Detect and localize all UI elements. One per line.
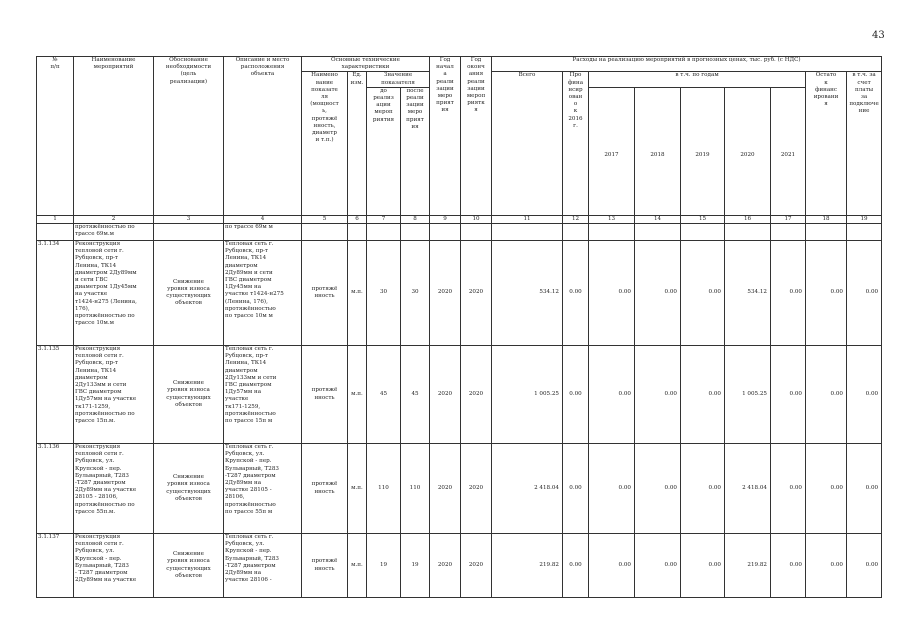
- row-before: 30: [367, 241, 401, 346]
- row-2018: 0.00: [635, 346, 681, 444]
- row-incl: 0.00: [847, 534, 882, 598]
- header-year-blank: [635, 87, 681, 97]
- row-2018: 0.00: [635, 444, 681, 534]
- header-financed: Про фина нсир ован о к 2016 г.: [563, 72, 589, 215]
- header-after: после реали зации меро прият ия: [401, 87, 430, 215]
- row-year-start: 2020: [430, 444, 461, 534]
- row-reason: Снижение уровня износа существующих объектов: [154, 444, 224, 534]
- header-unit: Ед. изм.: [348, 72, 367, 215]
- row-reason: Снижение уровня износа существующих объектов: [154, 241, 224, 346]
- continuation-name: протяжённостью по трассе 69м.м: [74, 224, 154, 241]
- row-before: 110: [367, 444, 401, 534]
- header-costs: Расходы на реализацию мероприятий в прогнозных ценах, тыс. руб. (с НДС): [492, 57, 882, 72]
- row-unit: м.п.: [348, 444, 367, 534]
- header-year-blank: [681, 87, 725, 97]
- col-num: 4: [224, 215, 302, 223]
- row-remainder: 0.00: [806, 534, 847, 598]
- col-num: 2: [74, 215, 154, 223]
- row-2019: 0.00: [681, 444, 725, 534]
- row-2020: 534.12: [725, 241, 771, 346]
- row-2020: 2 418.04: [725, 444, 771, 534]
- row-year-end: 2020: [461, 534, 492, 598]
- header-remainder: Остато к финанс ировани я: [806, 72, 847, 215]
- row-tech-name: протяжё нность: [302, 346, 348, 444]
- col-num: 12: [563, 215, 589, 223]
- row-2019: 0.00: [681, 534, 725, 598]
- row-remainder: 0.00: [806, 241, 847, 346]
- row-2021: 0.00: [771, 241, 806, 346]
- col-num: 17: [771, 215, 806, 223]
- row-num: 3.1.136: [37, 444, 74, 534]
- table-row: [37, 224, 882, 241]
- row-year-end: 2020: [461, 444, 492, 534]
- header-by-years: в т.ч. по годам: [589, 72, 806, 87]
- table-row: [37, 241, 882, 346]
- row-2017: 0.00: [589, 346, 635, 444]
- row-name: Реконструкция тепловой сети г. Рубцовск, пр-т Ленина, ТК14 диаметром 2Ду133мм и сети ГВС диаметром 1Ду57мм на участке тк171-1259, протяжённостью по трассе 15п.м.: [74, 346, 154, 444]
- row-2021: 0.00: [771, 444, 806, 534]
- row-description: Тепловая сеть г. Рубцовск, ул. Крупской - пер. Бульварный, Т283 -Т287 диаметром 2Ду89мм на участке 28105 - 28106, протяжённостью по трассе 55п м: [224, 444, 302, 534]
- row-2020: 219.82: [725, 534, 771, 598]
- table-row: [37, 534, 882, 598]
- header-year-2021: 2021: [771, 97, 806, 215]
- row-total: 2 418.04: [492, 444, 563, 534]
- row-2021: 0.00: [771, 534, 806, 598]
- header-year-2017: 2017: [589, 97, 635, 215]
- row-incl: 0.00: [847, 444, 882, 534]
- row-2019: 0.00: [681, 346, 725, 444]
- col-num: 19: [847, 215, 882, 223]
- col-num: 9: [430, 215, 461, 223]
- row-2017: 0.00: [589, 444, 635, 534]
- header-year-2019: 2019: [681, 97, 725, 215]
- header-name: Наименование мероприятий: [74, 57, 154, 216]
- row-incl: 0.00: [847, 346, 882, 444]
- row-year-end: 2020: [461, 241, 492, 346]
- row-num: 3.1.134: [37, 241, 74, 346]
- header-reason: Обоснование необходимости (цель реализации): [154, 57, 224, 216]
- header-year-blank: [725, 87, 771, 97]
- row-total: 534.12: [492, 241, 563, 346]
- row-num: 3.1.137: [37, 534, 74, 598]
- row-after: 45: [401, 346, 430, 444]
- header-year-2018: 2018: [635, 97, 681, 215]
- col-num: 10: [461, 215, 492, 223]
- header-year-blank: [589, 87, 635, 97]
- row-reason: Снижение уровня износа существующих объектов: [154, 534, 224, 598]
- header-before: до реализ ации мероп риятия: [367, 87, 401, 215]
- header-total: Всего: [492, 72, 563, 215]
- row-before: 45: [367, 346, 401, 444]
- col-num: 7: [367, 215, 401, 223]
- row-name: Реконструкция тепловой сети г. Рубцовск, ул. Крупской - пер. Бульварный, Т283 -Т287 диаметром 2Ду89мм на участке 28105 - 28106, протяжённостью по трассе 55п.м.: [74, 444, 154, 534]
- row-name: Реконструкция тепловой сети г. Рубцовск, ул. Крупской - пер. Бульварный, Т283 - Т287 диаметром 2Ду89мм на участке: [74, 534, 154, 598]
- row-description: Тепловая сеть г. Рубцовск, пр-т Ленина, ТК14 диаметром 2Ду133мм и сети ГВС диаметром 1Ду57мм на участке тк171-1259, протяжённостью по трассе 15п м: [224, 346, 302, 444]
- row-tech-name: протяжё нность: [302, 534, 348, 598]
- col-num: 13: [589, 215, 635, 223]
- col-num: 5: [302, 215, 348, 223]
- col-num: 18: [806, 215, 847, 223]
- row-year-start: 2020: [430, 534, 461, 598]
- row-2017: 0.00: [589, 241, 635, 346]
- row-financed: 0.00: [563, 346, 589, 444]
- header-year-end: Год оконч ания реали зации мероп риятк я: [461, 57, 492, 216]
- header-tech-name: Наимено вание показате ля (мощност ь, протяжё нность, диаметр и т.п.): [302, 72, 348, 215]
- continuation-description: по трассе 69м м: [224, 224, 302, 241]
- header-value: Значение показателя: [367, 72, 430, 87]
- column-number-row: [37, 215, 882, 223]
- row-reason: Снижение уровня износа существующих объектов: [154, 346, 224, 444]
- row-before: 19: [367, 534, 401, 598]
- col-num: 16: [725, 215, 771, 223]
- row-tech-name: протяжё нность: [302, 241, 348, 346]
- header-num: № п/п: [37, 57, 74, 216]
- row-tech-name: протяжё нность: [302, 444, 348, 534]
- row-year-start: 2020: [430, 346, 461, 444]
- row-incl: 0.00: [847, 241, 882, 346]
- col-num: 8: [401, 215, 430, 223]
- header-tech-characteristics: Основные технические характеристики: [302, 57, 430, 72]
- col-num: 6: [348, 215, 367, 223]
- col-num: 14: [635, 215, 681, 223]
- row-unit: м.п.: [348, 534, 367, 598]
- row-financed: 0.00: [563, 241, 589, 346]
- table-row: [37, 444, 882, 534]
- row-after: 110: [401, 444, 430, 534]
- row-description: Тепловая сеть г. Рубцовск, ул. Крупской - пер. Бульварный, Т283 -Т287 диаметром 2Ду89мм на участке 28106 -: [224, 534, 302, 598]
- header-year-blank: [771, 87, 806, 97]
- row-remainder: 0.00: [806, 444, 847, 534]
- page-number: 43: [872, 30, 885, 41]
- col-num: 1: [37, 215, 74, 223]
- row-description: Тепловая сеть г. Рубцовск, пр-т Ленина, ТК14 диаметром 2Ду89мм и сети ГВС диаметром 1Ду45мм на участке т1424-н275 (Ленина, 176), протяжённостью по трассе 10м м: [224, 241, 302, 346]
- row-financed: 0.00: [563, 444, 589, 534]
- row-2021: 0.00: [771, 346, 806, 444]
- row-total: 1 005.25: [492, 346, 563, 444]
- row-unit: м.п.: [348, 346, 367, 444]
- row-2018: 0.00: [635, 534, 681, 598]
- header-year-2020: 2020: [725, 97, 771, 215]
- row-2018: 0.00: [635, 241, 681, 346]
- row-remainder: 0.00: [806, 346, 847, 444]
- row-total: 219.82: [492, 534, 563, 598]
- row-name: Реконструкция тепловой сети г. Рубцовск, пр-т Ленина, ТК14 диаметром 2Ду89мм и сети ГВС диаметром 1Ду45мм на участке т1424-н275 (Ленина, 176), протяжённостью по трассе 10м.м: [74, 241, 154, 346]
- header-description: Описание и место расположения объекта: [224, 57, 302, 216]
- row-year-end: 2020: [461, 346, 492, 444]
- table-row: [37, 346, 882, 444]
- row-unit: м.п.: [348, 241, 367, 346]
- row-year-start: 2020: [430, 241, 461, 346]
- row-2017: 0.00: [589, 534, 635, 598]
- col-num: 3: [154, 215, 224, 223]
- header-year-start: Год начал а реали зации меро прият ия: [430, 57, 461, 216]
- row-after: 19: [401, 534, 430, 598]
- investment-program-table: [36, 56, 882, 598]
- row-num: 3.1.135: [37, 346, 74, 444]
- header-incl-connection: в т.ч. за счет платы за подключе ние: [847, 72, 882, 215]
- row-2020: 1 005.25: [725, 346, 771, 444]
- row-2019: 0.00: [681, 241, 725, 346]
- row-financed: 0.00: [563, 534, 589, 598]
- row-after: 30: [401, 241, 430, 346]
- col-num: 11: [492, 215, 563, 223]
- col-num: 15: [681, 215, 725, 223]
